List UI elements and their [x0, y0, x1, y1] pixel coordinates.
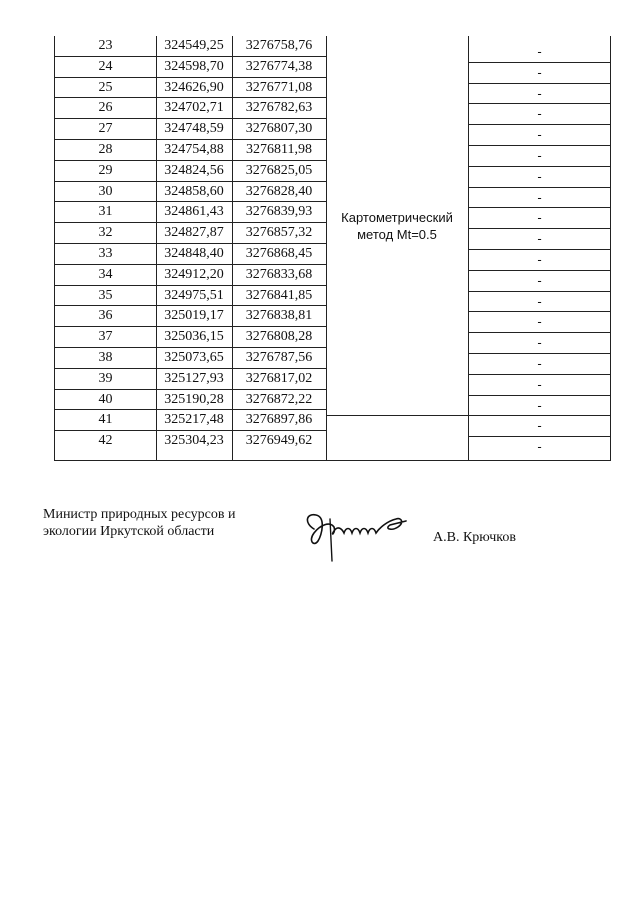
table-row [55, 431, 326, 452]
method-cell-bottom-border [326, 415, 469, 416]
x-coordinate: 324824,56 [164, 162, 224, 178]
y-coordinate: 3276808,28 [245, 329, 313, 345]
y-coordinate: 3276787,56 [245, 349, 313, 365]
y-coordinate: 3276782,63 [245, 100, 313, 116]
point-number: 40 [98, 391, 113, 407]
point-number: 31 [98, 204, 113, 220]
table-row [55, 244, 326, 265]
x-coordinate: 324912,20 [164, 266, 224, 282]
column-divider [610, 36, 611, 460]
point-number: 35 [98, 287, 113, 303]
point-number: 26 [98, 100, 113, 116]
table-row [55, 390, 326, 411]
table-row [55, 98, 326, 119]
x-coordinate: 324827,87 [164, 225, 224, 241]
accuracy-cell: - [469, 125, 610, 146]
table-row [55, 182, 326, 203]
table-row [55, 36, 326, 57]
point-number: 38 [98, 349, 113, 365]
coordinate-rows [55, 36, 326, 452]
accuracy-cell: - [469, 312, 610, 333]
x-coordinate: 324754,88 [164, 141, 224, 157]
accuracy-cell: - [469, 292, 610, 313]
accuracy-cell: - [469, 333, 610, 354]
x-coordinate: 324848,40 [164, 245, 224, 261]
accuracy-cell: - [469, 167, 610, 188]
y-coordinate: 3276758,76 [245, 38, 313, 53]
accuracy-cell: - [469, 188, 610, 209]
point-number: 36 [98, 308, 113, 324]
table-row [55, 223, 326, 244]
table-row [55, 202, 326, 223]
y-coordinate: 3276825,05 [245, 162, 313, 178]
signer-title-line-2: экологии Иркутской области [43, 524, 215, 539]
table-row [55, 78, 326, 99]
y-coordinate: 3276817,02 [245, 370, 313, 386]
table-row [55, 265, 326, 286]
table-row [55, 327, 326, 348]
point-number: 27 [98, 121, 113, 137]
x-coordinate: 324861,43 [164, 204, 224, 220]
method-line-2: метод Mt=0.5 [357, 226, 437, 242]
accuracy-cell: - [469, 104, 610, 125]
point-number: 32 [98, 225, 113, 241]
x-coordinate: 325217,48 [164, 412, 224, 428]
point-number: 39 [98, 370, 113, 386]
accuracy-cell: - [469, 229, 610, 250]
table-row [55, 57, 326, 78]
y-coordinate: 3276839,93 [245, 204, 313, 220]
table-row [55, 306, 326, 327]
y-coordinate: 3276771,08 [245, 79, 313, 95]
table-row [55, 286, 326, 307]
accuracy-cell: - [469, 250, 610, 271]
y-coordinate: 3276949,62 [245, 433, 313, 449]
point-number: 42 [98, 433, 113, 449]
accuracy-cell: - [469, 354, 610, 375]
point-number: 24 [98, 58, 113, 74]
point-number: 29 [98, 162, 113, 178]
signer-title [43, 506, 283, 540]
y-coordinate: 3276833,68 [245, 266, 313, 282]
y-coordinate: 3276872,22 [245, 391, 313, 407]
point-number: 30 [98, 183, 113, 199]
coordinates-table [54, 36, 611, 461]
method-cell [327, 36, 467, 415]
table-row [55, 140, 326, 161]
point-number: 34 [98, 266, 113, 282]
point-number: 28 [98, 141, 113, 157]
method-line-1: Картометрический [341, 209, 453, 225]
x-coordinate: 325073,65 [164, 349, 224, 365]
x-coordinate: 324858,60 [164, 183, 224, 199]
x-coordinate: 325019,17 [164, 308, 224, 324]
table-row [55, 369, 326, 390]
y-coordinate: 3276857,32 [245, 225, 313, 241]
signer-name: А.В. Крючков [433, 530, 516, 545]
handwritten-signature [300, 505, 420, 565]
x-coordinate: 325304,23 [164, 433, 224, 449]
x-coordinate: 324549,25 [164, 38, 224, 53]
point-number: 23 [98, 38, 113, 53]
table-row [55, 119, 326, 140]
x-coordinate: 324702,71 [164, 100, 224, 116]
y-coordinate: 3276838,81 [245, 308, 313, 324]
x-coordinate: 324626,90 [164, 79, 224, 95]
accuracy-cell: - [469, 416, 610, 437]
accuracy-cell: - [469, 63, 610, 84]
point-number: 37 [98, 329, 113, 345]
table-row [55, 348, 326, 369]
y-coordinate: 3276828,40 [245, 183, 313, 199]
y-coordinate: 3276807,30 [245, 121, 313, 137]
x-coordinate: 324598,70 [164, 58, 224, 74]
x-coordinate: 325036,15 [164, 329, 224, 345]
y-coordinate: 3276897,86 [245, 412, 313, 428]
accuracy-cell: - [469, 146, 610, 167]
accuracy-cell: - [469, 396, 610, 417]
y-coordinate: 3276774,38 [245, 58, 313, 74]
table-row [55, 161, 326, 182]
x-coordinate: 324975,51 [164, 287, 224, 303]
accuracy-cell: - [537, 439, 542, 455]
y-coordinate: 3276868,45 [245, 245, 313, 261]
table-row [55, 410, 326, 431]
accuracy-cell: - [469, 375, 610, 396]
accuracy-cell: - [469, 271, 610, 292]
y-coordinate: 3276811,98 [246, 141, 312, 157]
point-number: 41 [98, 412, 113, 428]
x-coordinate: 325190,28 [164, 391, 224, 407]
accuracy-column [469, 42, 610, 458]
x-coordinate: 324748,59 [164, 121, 224, 137]
y-coordinate: 3276841,85 [245, 287, 313, 303]
signer-title-line-1: Министр природных ресурсов и [43, 507, 236, 522]
point-number: 33 [98, 245, 113, 261]
accuracy-cell: - [469, 42, 610, 63]
accuracy-cell: - [469, 84, 610, 105]
accuracy-cell: - [469, 208, 610, 229]
point-number: 25 [98, 79, 113, 95]
x-coordinate: 325127,93 [164, 370, 224, 386]
